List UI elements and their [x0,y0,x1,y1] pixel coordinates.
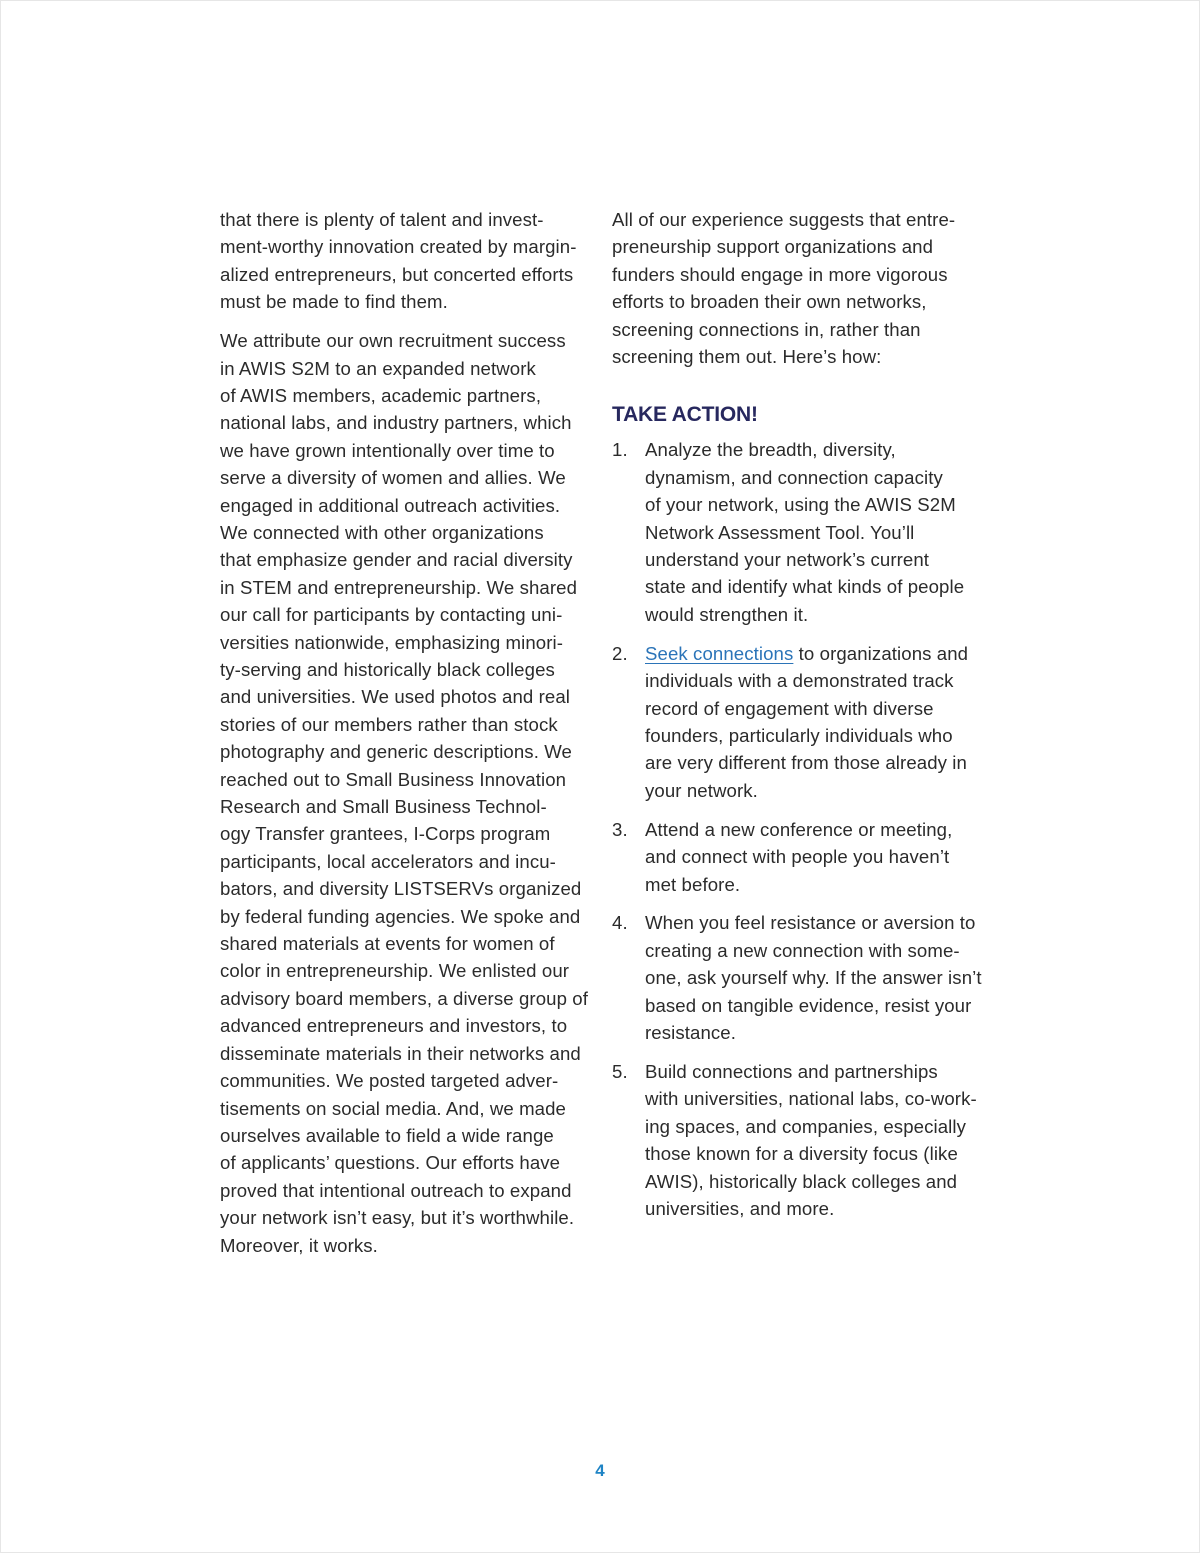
text-line: color in entrepreneurship. We enlisted our [220,960,570,982]
text-line: shared materials at events for women of [220,933,555,955]
list-item [612,909,984,1046]
text-line: and connect with people you haven’t [645,846,950,868]
text-line: AWIS), historically black colleges and [645,1170,958,1192]
right-intro-paragraph [612,206,984,370]
text-line: we have grown intentionally over time to [220,439,555,461]
text-line: individuals with a demonstrated track [645,670,954,692]
text-line: stories of our members rather than stock [220,713,558,735]
page-number: 4 [595,1461,605,1480]
text-line: screening connections in, rather than [612,318,921,340]
text-line: dynamism, and connection capacity [645,466,943,488]
text-line: communities. We posted targeted adver- [220,1070,559,1092]
text-line: When you feel resistance or aversion to [645,912,976,934]
text-line: screening them out. Here’s how: [612,346,882,368]
text-line: advisory board members, a diverse group of [220,987,588,1009]
text-line: efforts to broaden their own networks, [612,291,927,313]
text-line: funders should engage in more vigorous [612,263,948,285]
seek-connections-link[interactable]: Seek connections [645,642,794,664]
text-line: must be made to find them. [220,291,448,313]
text-line: universities, and more. [645,1198,835,1219]
text-line: met before. [645,873,741,895]
text-line: All of our experience suggests that entre- [612,209,956,230]
list-item [612,640,984,804]
text-line: ty-serving and historically black colleges [220,659,555,680]
text-line: by federal funding agencies. We spoke and [220,905,581,927]
text-line: and universities. We used photos and real [220,686,571,708]
list-number: 4. [612,912,628,934]
text-line: ogy Transfer grantees, I-Corps program [220,823,551,845]
text-line: your network isn’t easy, but it’s worthwhile. [220,1207,575,1229]
left-paragraph-2 [220,327,592,1259]
text-line: your network. [645,779,758,801]
text-line: tisements on social media. And, we made [220,1097,566,1119]
text-line: would strengthen it. [645,603,809,625]
text-line: creating a new connection with some- [645,939,960,961]
take-action-heading: TAKE ACTION! [612,403,758,427]
text-line: advanced entrepreneurs and investors, to [220,1015,568,1037]
right-column [612,206,984,1222]
list-number: 2. [612,642,628,664]
text-line: alized entrepreneurs, but concerted efforts [220,263,574,285]
text-line: ourselves available to field a wide range [220,1124,554,1146]
text-line: Build connections and partnerships [645,1060,938,1082]
text-line: founders, particularly individuals who [645,725,953,746]
text-line: of AWIS members, academic partners, [220,384,542,406]
left-paragraph-1 [220,206,592,316]
text-line: serve a diversity of women and allies. We [220,467,566,489]
text-line: resistance. [645,1022,737,1044]
text-line: record of engagement with diverse [645,697,934,719]
list-number: 5. [612,1060,628,1082]
list-item [612,816,984,898]
text-line: Moreover, it works. [220,1234,378,1256]
text-line: of applicants’ questions. Our efforts have [220,1152,561,1174]
text-line: are very different from those already in [645,752,967,774]
text-line: with universities, national labs, co-work- [645,1088,977,1110]
text-line: versities nationwide, emphasizing minori- [220,631,564,653]
text-line: Analyze the breadth, diversity, [645,439,896,461]
text-line: in STEM and entrepreneurship. We shared [220,576,578,598]
text-fragment: to organizations and [793,642,969,664]
text-line: ment-worthy innovation created by margin- [220,236,577,258]
left-column [220,206,592,1259]
text-line: participants, local accelerators and incu- [220,850,556,872]
text-line: preneurship support organizations and [612,236,934,258]
text-line: state and identify what kinds of people [645,576,965,598]
text-line: Network Assessment Tool. You’ll [645,521,915,543]
text-line: We attribute our own recruitment success [220,330,566,352]
text-line: Attend a new conference or meeting, [645,818,953,840]
text-line: those known for a diversity focus (like [645,1143,958,1165]
text-line: in AWIS S2M to an expanded network [220,357,536,379]
list-item [612,1058,984,1222]
text-line: ing spaces, and companies, especially [645,1115,967,1137]
text-line: photography and generic descriptions. We [220,741,572,763]
text-line [645,640,984,667]
text-line: of your network, using the AWIS S2M [645,494,956,516]
text-line: understand your network’s current [645,549,930,571]
action-list [612,436,984,1222]
text-line: Research and Small Business Technol- [220,796,547,818]
text-line: engaged in additional outreach activities. [220,494,561,516]
text-line: our call for participants by contacting uni- [220,604,563,626]
text-line: one, ask yourself why. If the answer isn’t [645,967,982,989]
text-line: that emphasize gender and racial diversity [220,549,573,571]
list-number: 3. [612,818,628,840]
text-line: We connected with other organizations [220,521,544,543]
text-line: national labs, and industry partners, which [220,412,572,434]
text-line: based on tangible evidence, resist your [645,994,972,1016]
text-line: disseminate materials in their networks and [220,1042,581,1064]
text-line: that there is plenty of talent and invest- [220,209,544,230]
text-line: proved that intentional outreach to expand [220,1179,572,1201]
text-line: bators, and diversity LISTSERVs organized [220,878,582,900]
list-item [612,436,984,628]
list-number: 1. [612,439,628,461]
text-line: reached out to Small Business Innovation [220,768,567,790]
